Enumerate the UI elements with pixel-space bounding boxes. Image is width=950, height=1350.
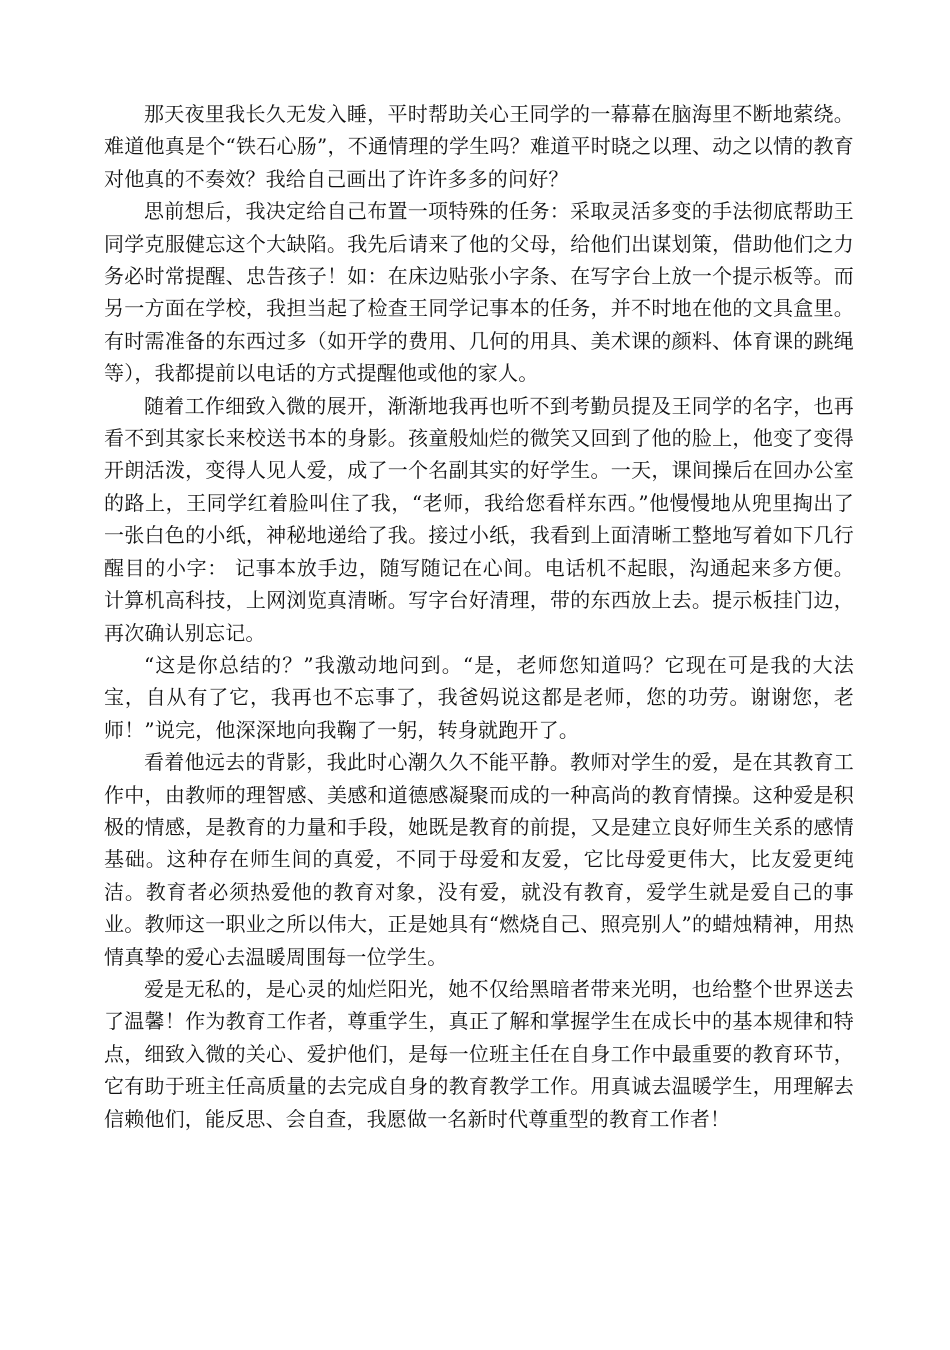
- paragraph: 随着工作细致入微的展开，渐渐地我再也听不到考勤员提及王同学的名字，也再看不到其家长来校送书本的身影。孩童般灿烂的微笑又回到了他的脸上，他变了变得开朗活泼，变得人见人爱，成了一个名副其实的好学生。一天，课间操后在回办公室的路上，王同学红着脸叫住了我，“老师，我给您看样东西。”他慢慢地从兜里掏出了一张白色的小纸，神秘地递给了我。接过小纸，我看到上面清晰工整地写着如下几行醒目的小字： 记事本放手边，随写随记在心间。电话机不起眼，沟通起来多方便。计算机高科技，上网浏览真清晰。写字台好清理，带的东西放上去。提示板挂门边，再次确认别忘记。: [104, 393, 854, 645]
- document-body: [104, 98, 854, 1135]
- paragraph: 思前想后，我决定给自己布置一项特殊的任务：采取灵活多变的手法彻底帮助王同学克服健忘这个大缺陷。我先后请来了他的父母，给他们出谋划策，借助他们之力务必时常提醒、忠告孩子！如：在床边贴张小字条、在写字台上放一个提示板等。而另一方面在学校，我担当起了检查王同学记事本的任务，并不时地在他的文具盒里。有时需准备的东西过多（如开学的费用、几何的用具、美术课的颜料、体育课的跳绳等），我都提前以电话的方式提醒他或他的家人。: [104, 199, 854, 386]
- paragraph: “这是你总结的？”我激动地问到。“是，老师您知道吗？它现在可是我的大法宝，自从有了它，我再也不忘事了，我爸妈说这都是老师，您的功劳。谢谢您，老师！”说完，他深深地向我鞠了一躬，转身就跑开了。: [104, 652, 854, 742]
- paragraph: 看着他远去的背影，我此时心潮久久不能平静。教师对学生的爱，是在其教育工作中，由教师的理智感、美感和道德感凝聚而成的一种高尚的教育情操。这种爱是积极的情感，是教育的力量和手段，她既是教育的前提，又是建立良好师生关系的感情基础。这种存在师生间的真爱，不同于母爱和友爱，它比母爱更伟大，比友爱更纯洁。教育者必须热爱他的教育对象，没有爱，就没有教育，爱学生就是爱自己的事业。教师这一职业之所以伟大，正是她具有“燃烧自己、照亮别人”的蜡烛精神，用热情真挚的爱心去温暖周围每一位学生。: [104, 750, 854, 969]
- paragraph: 那天夜里我长久无发入睡，平时帮助关心王同学的一幕幕在脑海里不断地萦绕。难道他真是个“铁石心肠”，不通情理的学生吗？难道平时晓之以理、动之以情的教育对他真的不奏效？我给自己画出了许许多多的问好？: [104, 102, 854, 191]
- paragraph: 爱是无私的，是心灵的灿烂阳光，她不仅给黑暗者带来光明，也给整个世界送去了温馨！作为教育工作者，尊重学生，真正了解和掌握学生在成长中的基本规律和特点，细致入微的关心、爱护他们，是每一位班主任在自身工作中最重要的教育环节，它有助于班主任高质量的去完成自身的教育教学工作。用真诚去温暖学生，用理解去信赖他们，能反思、会自查，我愿做一名新时代尊重型的教育工作者！: [104, 976, 854, 1131]
